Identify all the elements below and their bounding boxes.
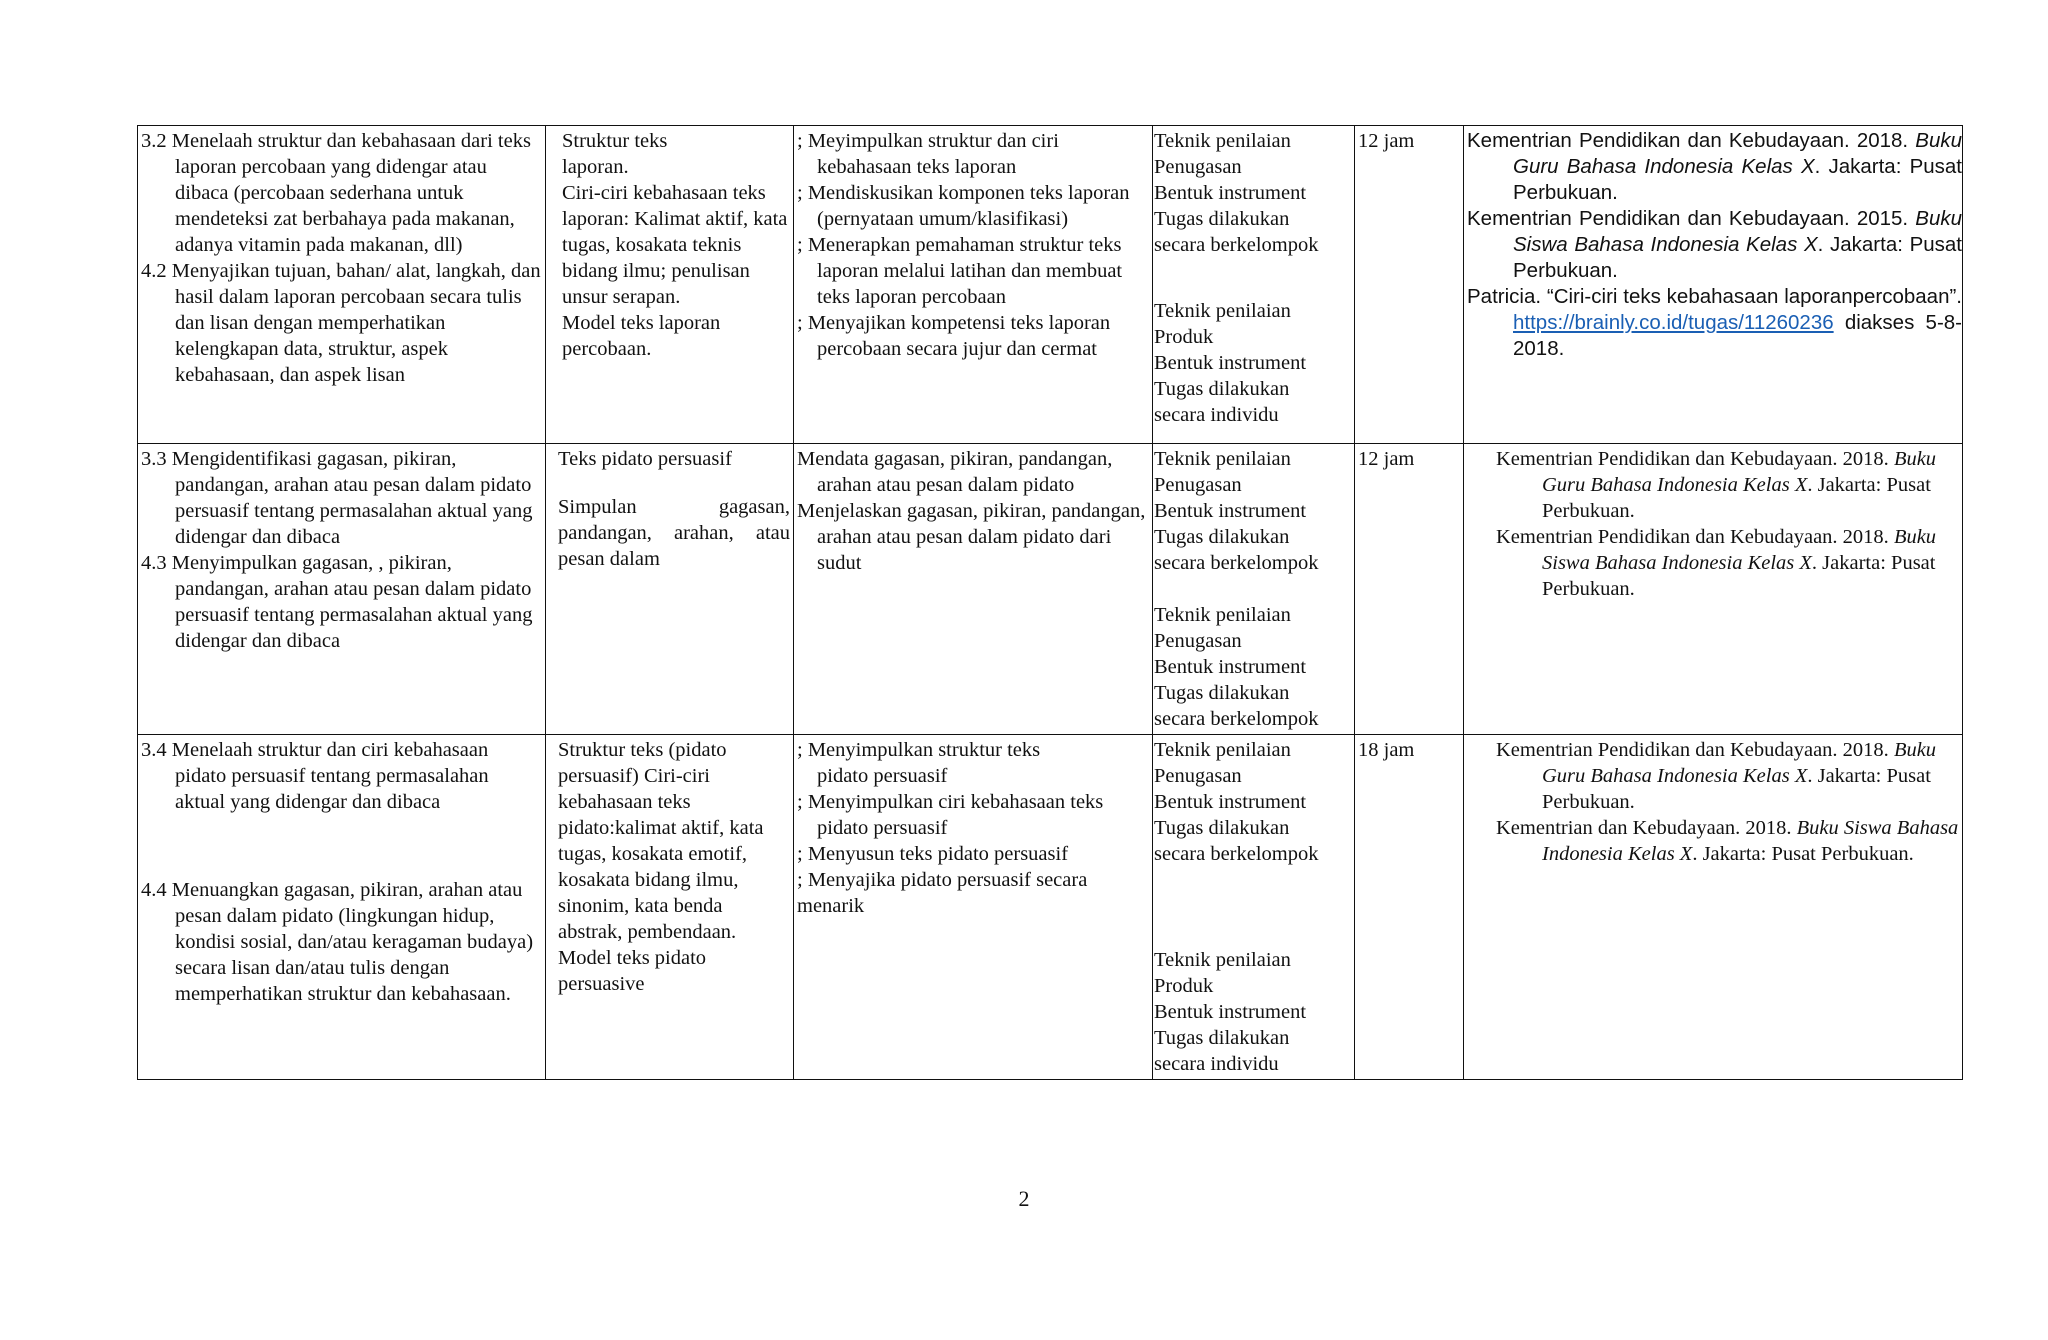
alokasi-waktu: 12 jam [1358,448,1415,470]
reference-item [1480,815,1959,867]
kompetensi-dasar-cell [138,735,546,1080]
kd-item: 3.4 Menelaah struktur dan ciri kebahasaan pidato persuasif tentang permasalahan aktual yang didengar dan dibaca [141,739,489,813]
reference-item [1467,284,1962,362]
table-row [138,444,1963,735]
materi-cell [546,126,794,444]
penilaian-line: Teknik penilaian [1154,604,1291,626]
kd-item: 3.3 Mengidentifikasi gagasan, pikiran, pandangan, arahan atau pesan dalam pidato persuasif tentang permasalahan aktual yang didengar dan dibaca [141,448,533,548]
sumber-belajar-cell [1464,444,1963,735]
kegiatan-item: ; Meyimpulkan struktur dan ciri kebahasaan teks laporan [797,130,1059,178]
reference-post: . Jakarta: Pusat Perbukuan. [1513,233,1962,282]
penilaian-line: Bentuk instrument [1154,352,1307,374]
penilaian-line: Teknik penilaian [1154,949,1291,971]
materi-item: Struktur teks (pidato persuasif) Ciri-ciri kebahasaan teks pidato:kalimat aktif, kata tugas, kosakata emotif, kosakata bidang ilmu, sinonim, kata benda abstrak, pembendaan. [558,739,764,943]
reference-title: Buku Siswa Bahasa Indonesia Kelas X [1542,817,1959,865]
reference-post: . Jakarta: Pusat Perbukuan. [1692,843,1914,865]
reference-pre: Kementrian dan Kebudayaan. 2018. [1496,817,1797,839]
materi-item: Teks pidato persuasif [558,448,732,470]
penilaian-line: Produk [1154,326,1214,348]
penilaian-line: Penugasan [1154,765,1242,787]
table-row [138,735,1963,1080]
penilaian-line: Penugasan [1154,474,1242,496]
kegiatan-item: ; Menyajika pidato persuasif secara menarik [797,869,1088,917]
kegiatan-item: ; Menerapkan pemahaman struktur teks laporan melalui latihan dan membuat teks laporan percobaan [797,234,1123,308]
table-row [138,126,1963,444]
reference-pre: Kementrian Pendidikan dan Kebudayaan. 2018. [1496,526,1894,548]
kegiatan-cell [794,444,1153,735]
penilaian-line: Teknik penilaian [1154,130,1291,152]
materi-item: Ciri-ciri kebahasaan teks laporan: Kalimat aktif, kata tugas, kosakata teknis bidang ilmu; penulisan unsur serapan. [562,182,788,308]
kegiatan-cell [794,126,1153,444]
reference-post: . Jakarta: Pusat Perbukuan. [1542,552,1936,600]
penilaian-cell [1153,735,1355,1080]
reference-post: . Jakarta: Pusat Perbukuan. [1542,474,1931,522]
kegiatan-cell [794,735,1153,1080]
materi-cell [546,444,794,735]
alokasi-waktu: 12 jam [1358,130,1415,152]
kegiatan-item: ; Menyusun teks pidato persuasif [797,843,1069,865]
penilaian-line: Penugasan [1154,630,1242,652]
reference-pre: Kementrian Pendidikan dan Kebudayaan. 2018. [1496,739,1894,761]
reference-title: Buku Guru Bahasa Indonesia Kelas X [1542,739,1937,787]
kegiatan-item: Mendata gagasan, pikiran, pandangan, arahan atau pesan dalam pidato [797,448,1113,496]
reference-post: diakses 5-8-2018. [1513,311,1962,360]
reference-title: Buku Siswa Bahasa Indonesia Kelas X [1513,207,1962,256]
kegiatan-item: ; Menyajikan kompetensi teks laporan percobaan secara jujur dan cermat [797,312,1111,360]
penilaian-line: Bentuk instrument [1154,1001,1307,1023]
penilaian-line: Tugas dilakukan secara berkelompok [1154,682,1319,730]
kegiatan-item: Menjelaskan gagasan, pikiran, pandangan, arahan atau pesan dalam pidato dari sudut [797,500,1146,574]
penilaian-line: Teknik penilaian [1154,739,1291,761]
penilaian-line: Bentuk instrument [1154,656,1307,678]
reference-pre: Kementrian Pendidikan dan Kebudayaan. 2015. [1467,207,1916,230]
kd-item: 4.3 Menyimpulkan gagasan, , pikiran, pandangan, arahan atau pesan dalam pidato persuasif tentang permasalahan aktual yang didengar dan dibaca [141,552,533,652]
reference-pre: Kementrian Pendidikan dan Kebudayaan. 2018. [1467,129,1916,152]
page-number: 2 [1018,1186,1030,1211]
penilaian-line: Tugas dilakukan secara berkelompok [1154,817,1319,865]
penilaian-line: Tugas dilakukan secara berkelompok [1154,526,1319,574]
reference-pre: Kementrian Pendidikan dan Kebudayaan. 2018. [1496,448,1894,470]
reference-item [1480,524,1959,602]
penilaian-cell [1153,126,1355,444]
reference-pre: Patricia. “Ciri-ciri teks kebahasaan laporanpercobaan”. [1467,285,1962,308]
penilaian-line: Penugasan [1154,156,1242,178]
syllabus-table [137,125,1963,1080]
kompetensi-dasar-cell [138,126,546,444]
alokasi-waktu-cell [1355,126,1464,444]
penilaian-line: Tugas dilakukan secara berkelompok [1154,208,1319,256]
kegiatan-item: ; Mendiskusikan komponen teks laporan (pernyataan umum/klasifikasi) [797,182,1130,230]
kd-item: 4.2 Menyajikan tujuan, bahan/ alat, langkah, dan hasil dalam laporan percobaan secara tulis dan lisan dengan memperhatikan kelengkapan data, struktur, aspek kebahasaan, dan aspek lisan [141,260,541,386]
penilaian-line: Bentuk instrument [1154,500,1307,522]
reference-title: Buku Siswa Bahasa Indonesia Kelas X [1542,526,1937,574]
penilaian-cell [1153,444,1355,735]
sumber-belajar-cell [1464,126,1963,444]
kd-item: 4.4 Menuangkan gagasan, pikiran, arahan atau pesan dalam pidato (lingkungan hidup, kondisi sosial, dan/atau keragaman budaya) secara lisan dan/atau tulis dengan memperhatikan struktur dan kebahasaan. [141,879,534,1005]
penilaian-line: Bentuk instrument [1154,791,1307,813]
reference-post: . Jakarta: Pusat Perbukuan. [1513,155,1962,204]
penilaian-line: Produk [1154,975,1214,997]
penilaian-line: Teknik penilaian [1154,300,1291,322]
kompetensi-dasar-cell [138,444,546,735]
alokasi-waktu-cell [1355,735,1464,1080]
sumber-belajar-cell [1464,735,1963,1080]
reference-title: Buku Guru Bahasa Indonesia Kelas X [1513,129,1962,178]
reference-item [1480,737,1959,815]
reference-item [1467,206,1962,284]
penilaian-line: Teknik penilaian [1154,448,1291,470]
alokasi-waktu-cell [1355,444,1464,735]
kegiatan-item: ; Menyimpulkan struktur teks pidato persuasif [797,739,1041,787]
kd-item: 3.2 Menelaah struktur dan kebahasaan dari teks laporan percobaan yang didengar atau dibaca (percobaan sederhana untuk mendeteksi zat berbahaya pada makanan, adanya vitamin pada makanan, dll) [141,130,531,256]
materi-cell [546,735,794,1080]
reference-link[interactable]: https://brainly.co.id/tugas/11260236 [1513,311,1834,334]
materi-item: Simpulan gagasan, pandangan, arahan, atau pesan dalam [558,496,790,570]
alokasi-waktu: 18 jam [1358,739,1415,761]
reference-item [1480,446,1959,524]
reference-item [1467,128,1962,206]
penilaian-line: Tugas dilakukan secara individu [1154,378,1290,426]
penilaian-line: Bentuk instrument [1154,182,1307,204]
penilaian-line: Tugas dilakukan secara individu [1154,1027,1290,1075]
kegiatan-item: ; Menyimpulkan ciri kebahasaan teks pidato persuasif [797,791,1104,839]
materi-item: Model teks laporan percobaan. [562,312,721,360]
reference-title: Buku Guru Bahasa Indonesia Kelas X [1542,448,1937,496]
materi-item: Struktur teks laporan. [562,130,668,178]
materi-item: Model teks pidato persuasive [558,947,707,995]
reference-post: . Jakarta: Pusat Perbukuan. [1542,765,1931,813]
